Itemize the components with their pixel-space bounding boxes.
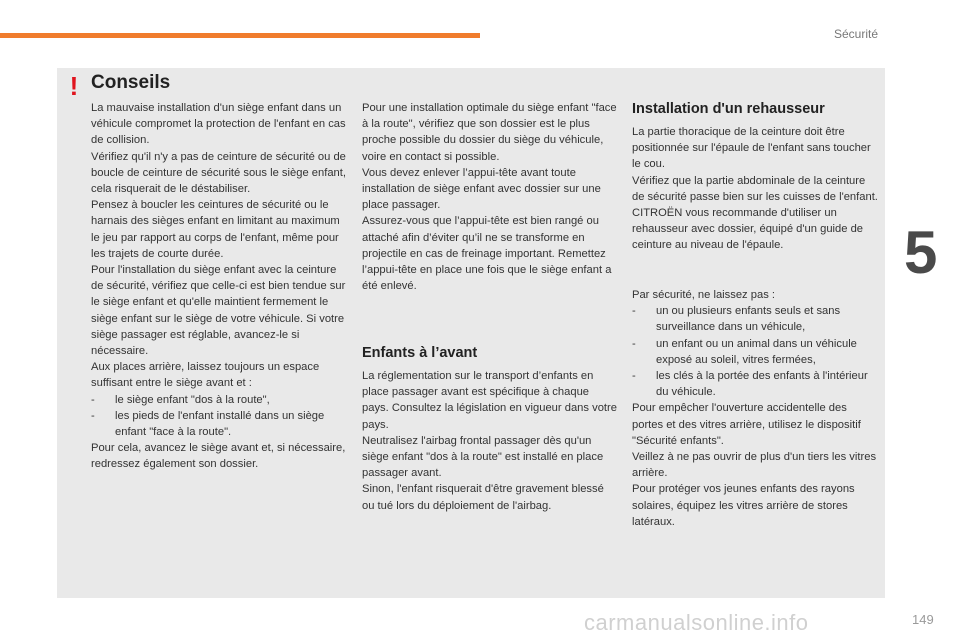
paragraph: La partie thoracique de la ceinture doit être positionnée sur l'épaule de l'enfant sans toucher le cou.: [632, 126, 871, 171]
paragraph: Assurez-vous que l’appui-tête est bien rangé ou attaché afin d’éviter qu’il ne se transforme en projectile en cas de freinage important. Remettez l’appui-tête en place une fois que le siège enfant a été enlevé.: [362, 215, 612, 293]
paragraph: CITROËN vous recommande d'utiliser un rehausseur avec dossier, équipé d'un guide de ceinture au niveau de l'épaule.: [632, 207, 864, 252]
warning-exclamation-icon: !: [69, 71, 79, 101]
paragraph: Aux places arrière, laissez toujours un espace suffisant entre le siège avant et :: [91, 361, 320, 390]
paragraph: La mauvaise installation d'un siège enfant dans un véhicule compromet la protection de l'enfant en cas de collision.: [91, 102, 346, 147]
paragraph: Pour empêcher l'ouverture accidentelle des portes et des vitres arrière, utilisez le dispositif "Sécurité enfants".: [632, 402, 861, 447]
paragraph: Pour une installation optimale du siège enfant "face à la route", vérifiez que son dossier est le plus proche possible du dossier du siège du véhicule, voire en contact si possible.: [362, 102, 617, 163]
panel-title: Conseils: [91, 72, 171, 93]
enfants-avant-heading: Enfants à l’avant: [362, 345, 478, 361]
list-dash: -: [91, 393, 95, 406]
page-number: 149: [912, 612, 934, 627]
paragraph: Sinon, l'enfant risquerait d'être gravement blessé ou tué lors du déploiement de l'airbag.: [362, 483, 604, 512]
rehausseur-text: [632, 124, 880, 254]
list-item: [632, 303, 880, 335]
list-item: [632, 368, 880, 400]
section-title: Sécurité: [834, 27, 879, 41]
list-dash: -: [91, 409, 95, 422]
paragraph: Vérifiez que la partie abdominale de la ceinture de sécurité passe bien sur les cuisses de l'enfant.: [632, 174, 878, 203]
paragraph: Vérifiez qu'il n'y a pas de ceinture de sécurité ou de boucle de ceinture de sécurité sous le siège enfant, cela risquerait de le déstabiliser.: [91, 150, 346, 196]
list-dash: -: [632, 337, 636, 350]
paragraph: Veillez à ne pas ouvrir de plus d'un tiers les vitres arrière.: [632, 451, 877, 480]
header-accent-bar: [0, 33, 480, 38]
securite-text: [632, 287, 880, 530]
list-item-text: un ou plusieurs enfants seuls et sans surveillance dans un véhicule,: [656, 305, 841, 334]
list-dash: -: [632, 305, 636, 318]
list-dash: -: [632, 370, 636, 383]
list-item-text: un enfant ou un animal dans un véhicule exposé au soleil, vitres fermées,: [656, 337, 857, 366]
paragraph: Pour protéger vos jeunes enfants des rayons solaires, équipez les vitres arrière de stores latéraux.: [632, 483, 855, 528]
enfants-avant-text: [362, 368, 617, 514]
advice-column-1: [91, 100, 349, 473]
paragraph: Neutralisez l'airbag frontal passager dès qu'un siège enfant "dos à la route" est installé en place passager avant.: [362, 434, 604, 480]
list-item: [91, 392, 349, 408]
paragraph: Pensez à boucler les ceintures de sécurité ou le harnais des sièges enfant en limitant au maximum le jeu par rapport au corps de l'enfant, même pour les trajets de courte durée.: [91, 199, 340, 260]
paragraph: Vous devez enlever l’appui-tête avant toute installation de siège enfant avec dossier sur une place passager.: [362, 166, 601, 212]
list-item: [91, 408, 349, 440]
paragraph: Pour l'installation du siège enfant avec la ceinture de sécurité, vérifiez que celle-ci est bien tendue sur le siège enfant et qu'elle maintient fermement le siège enfant sur le siège de votre véhicule. Si votre siège passager est réglable, avancez-le si nécessaire.: [91, 264, 346, 358]
list-item: [632, 336, 880, 368]
watermark: carmanualsonline.info: [584, 610, 809, 635]
list-item-text: les pieds de l'enfant installé dans un siège enfant "face à la route".: [115, 409, 325, 439]
paragraph: Par sécurité, ne laissez pas :: [632, 289, 776, 301]
paragraph: Pour cela, avancez le siège avant et, si nécessaire, redressez également son dossier.: [91, 442, 346, 471]
list-item-text: les clés à la portée des enfants à l'intérieur du véhicule.: [656, 370, 868, 399]
advice-column-2: [362, 100, 617, 294]
paragraph: La réglementation sur le transport d’enfants en place passager avant est spécifique à chaque pays. Consultez la législation en vigueur dans votre pays.: [362, 370, 617, 431]
rehausseur-heading: Installation d'un rehausseur: [632, 101, 825, 117]
chapter-number: 5: [904, 219, 938, 286]
list-item-text: le siège enfant "dos à la route",: [115, 393, 270, 406]
